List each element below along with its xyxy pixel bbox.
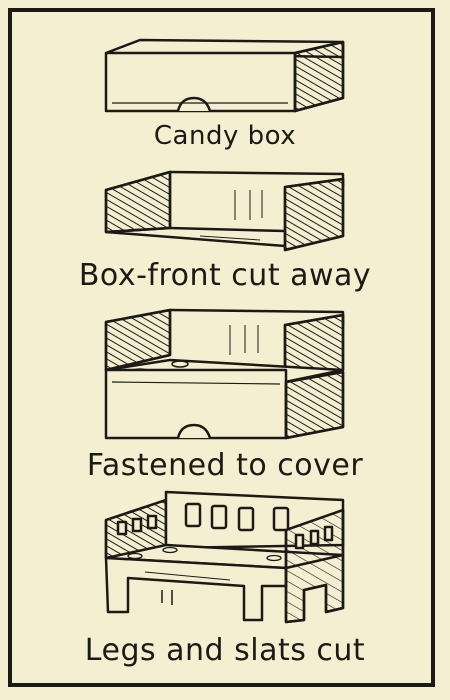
caption-candy-box: Candy box xyxy=(153,121,297,151)
fastened-to-cover-icon xyxy=(106,310,343,438)
box-front-cut-away-icon xyxy=(106,172,343,250)
caption-fastened-to-cover: Fastened to cover xyxy=(86,448,364,483)
legs-and-slats-cut-icon xyxy=(106,492,343,622)
caption-legs-and-slats-cut: Legs and slats cut xyxy=(84,633,366,668)
caption-box-front-cut-away: Box-front cut away xyxy=(78,258,372,293)
candy-box-icon xyxy=(106,40,343,111)
